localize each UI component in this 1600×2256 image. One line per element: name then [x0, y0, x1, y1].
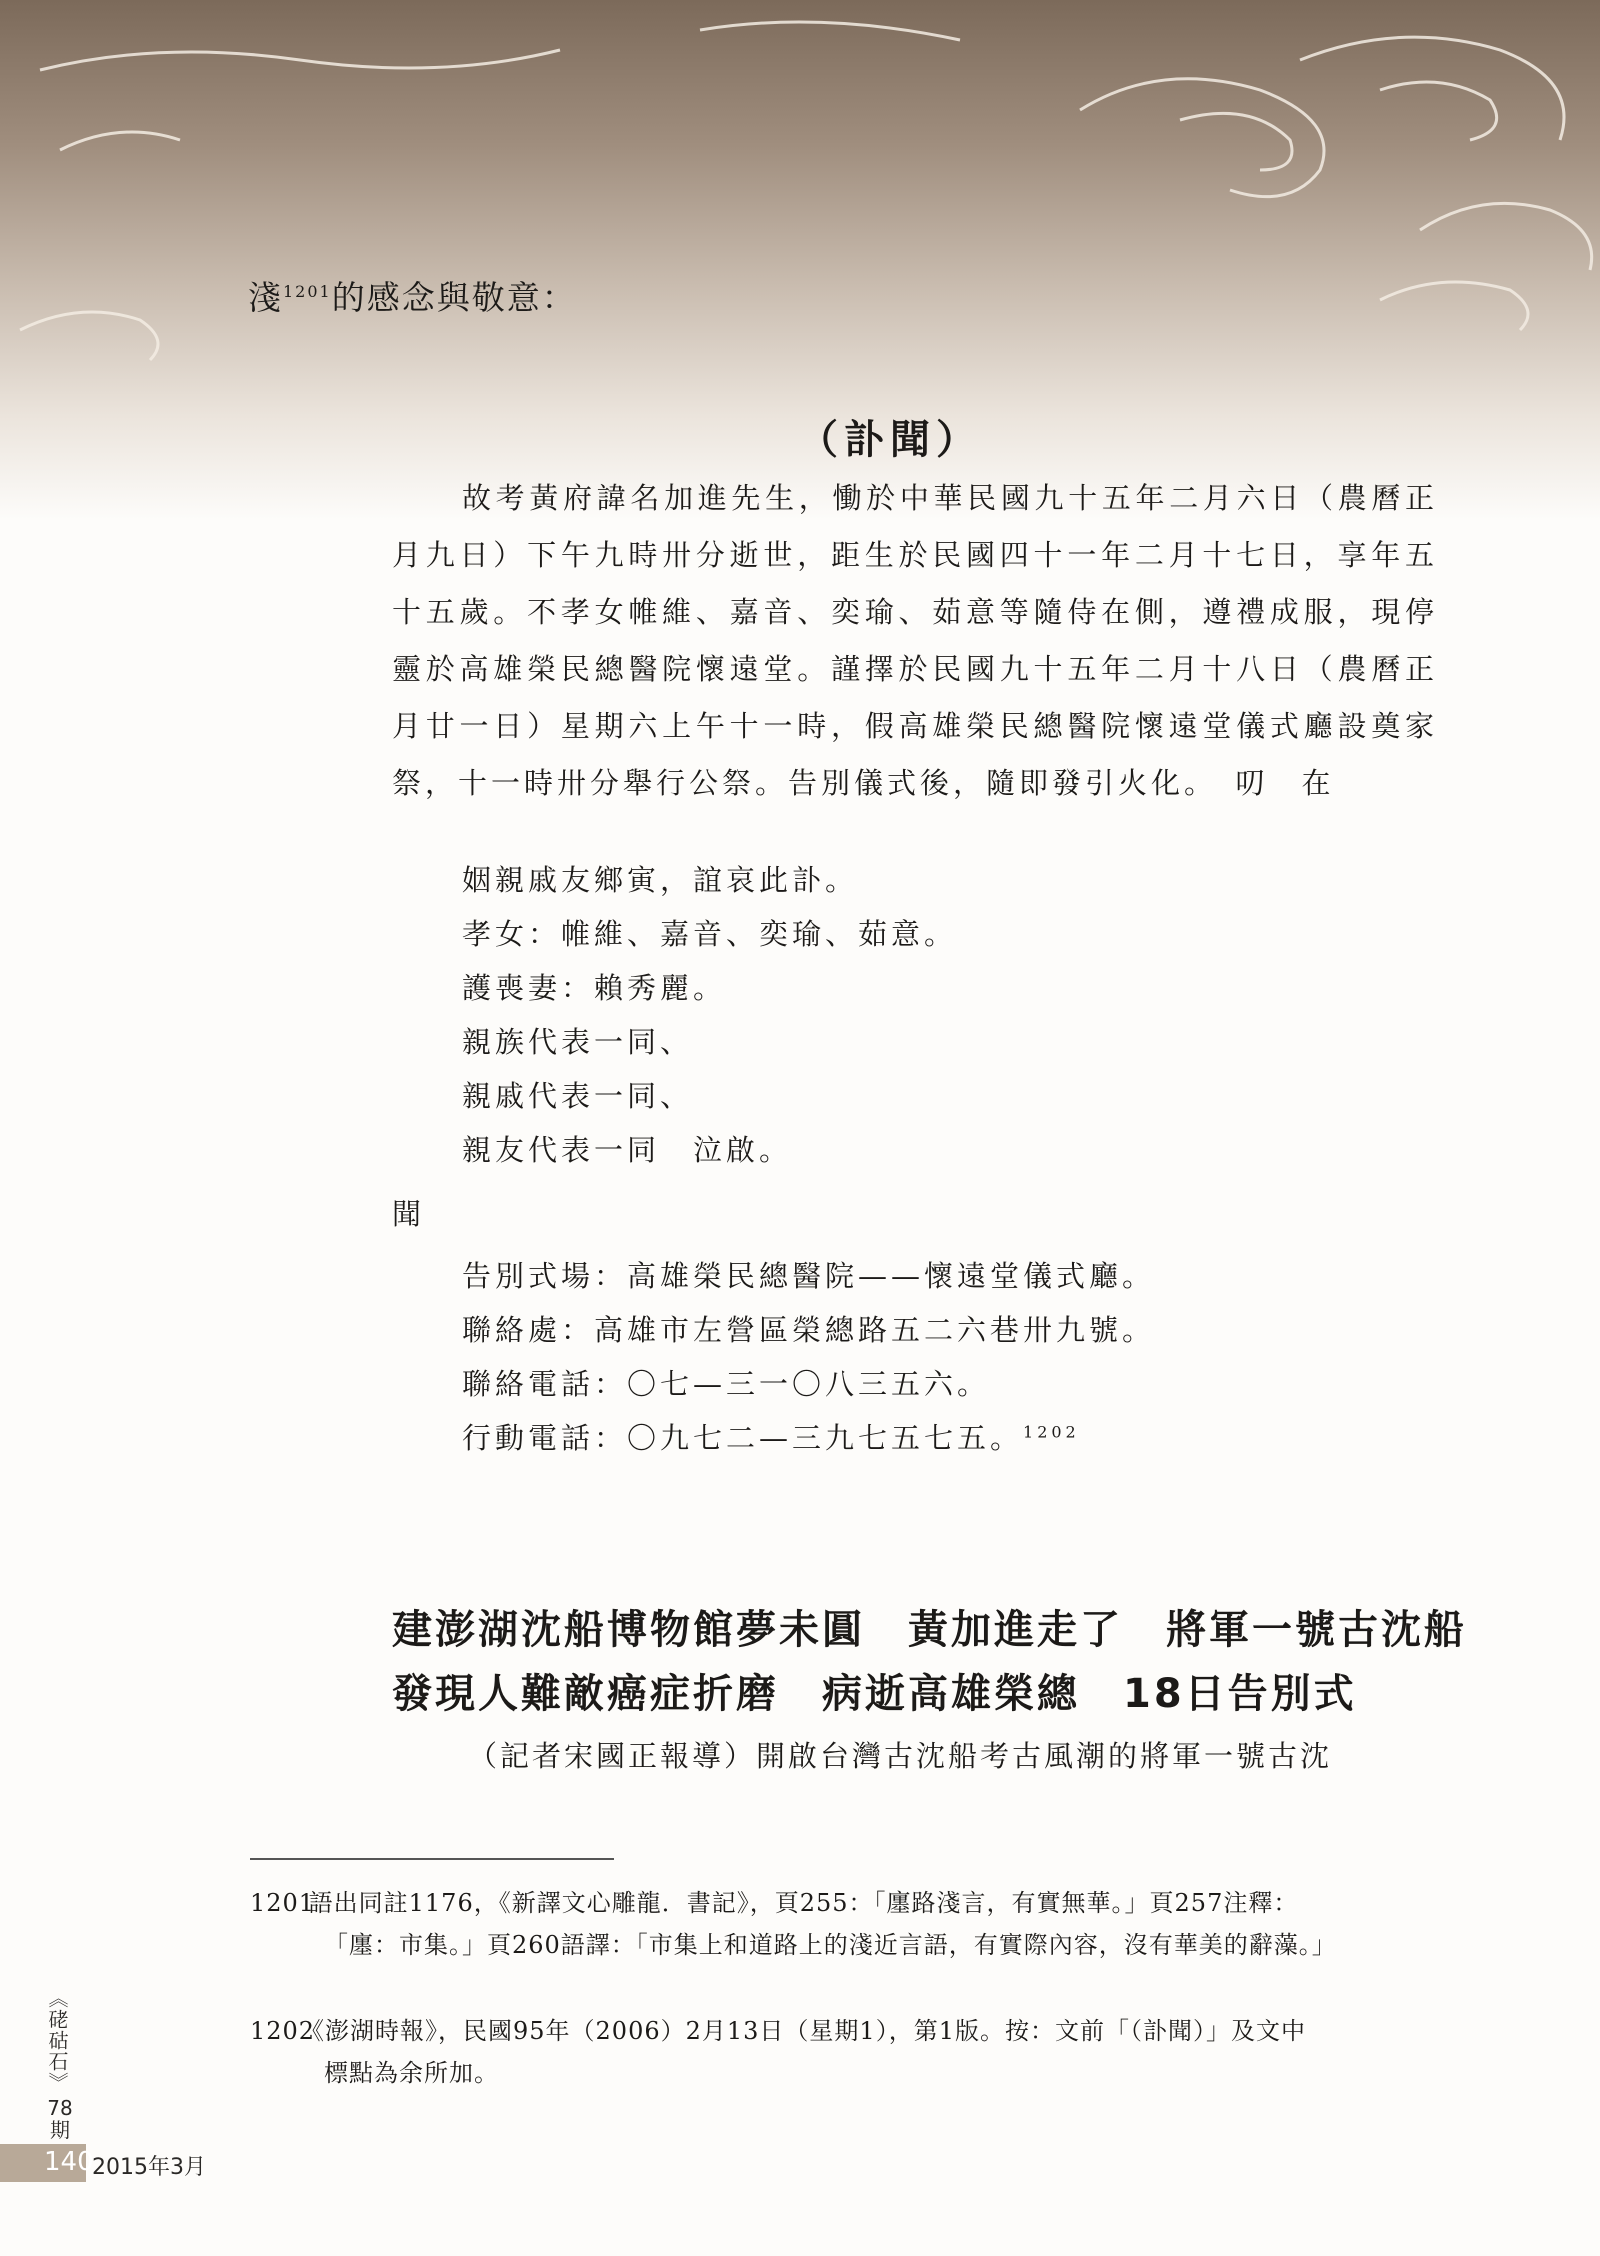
headline: 發現人難敵癌症折磨 病逝高雄榮總 18日告別式 [392, 1671, 1357, 1717]
journal-side-label: 《硓𥑮石》 78 期 [45, 1988, 73, 2142]
detail-line: 聯絡處：高雄市左營區榮總路五二六巷卅九號。 [462, 1313, 1156, 1347]
intro-line: 淺$^{1201}$的感念與敬意： [248, 278, 577, 317]
notice-title: （訃聞） [798, 416, 982, 463]
footnote-divider [250, 1858, 614, 1860]
report-line: （記者宋國正報導）開啟台灣古沈船考古風潮的將軍一號古沈 [468, 1739, 1333, 1773]
footnote-ref: 1202 [1023, 1422, 1080, 1442]
footnote: 1201 語出同註1176，《新譯文心雕龍．書記》，頁255：「廛路淺言，有實無華。」頁257注釋： 「廛：市集。」頁260語譯：「市集上和道路上的淺近言語，有實際內容，沒有華美的辭藻。」 [250, 1889, 1337, 1959]
notice-line: 護喪妻：賴秀麗。 [462, 971, 727, 1005]
detail-line: 行動電話：〇九七二—三九七五七五。$^{1202}$ [462, 1421, 1080, 1455]
notice-body: 故考黃府諱名加進先生，慟於中華民國九十五年二月六日（農曆正月九日）下午九時卅分逝世，距生於民國四十一年二月十七日，享年五十五歲。不孝女帷維、嘉音、奕瑜、茹意等隨侍在側，遵禮成服，現停靈於高雄榮民總醫院懷遠堂。謹擇於民國九十五年二月十八日（農曆正月廿一日）星期六上午十一時，假高雄榮民總醫院懷遠堂儀式廳設奠家祭，十一時卅分舉行公祭。告別儀式後，隨即發引火化。 叨 在 [392, 481, 1438, 800]
footnote-ref: 1201 [283, 282, 332, 301]
notice-wen: 聞 [392, 1197, 422, 1231]
notice-line: 姻親戚友鄉寅，誼哀此訃。 [462, 863, 859, 897]
notice-line: 孝女：帷維、嘉音、奕瑜、茹意。 [462, 917, 958, 951]
page-number: 140 [44, 2147, 94, 2177]
notice-line: 親友代表一同 泣啟。 [462, 1133, 793, 1167]
footnote: 1202《澎湖時報》，民國95年（2006）2月13日（星期1），第1版。按：文前「（訃聞）」及文中 標點為余所加。 [250, 2017, 1306, 2087]
issue-date: 2015年3月 [92, 2155, 206, 2180]
headline: 建澎湖沈船博物館夢未圓 黃加進走了 將軍一號古沈船 [392, 1607, 1467, 1653]
notice-line: 親戚代表一同、 [462, 1079, 694, 1113]
detail-line: 告別式場：高雄榮民總醫院——懷遠堂儀式廳。 [462, 1259, 1156, 1293]
detail-line: 聯絡電話：〇七—三一〇八三五六。 [462, 1367, 991, 1401]
notice-line: 親族代表一同、 [462, 1025, 694, 1059]
